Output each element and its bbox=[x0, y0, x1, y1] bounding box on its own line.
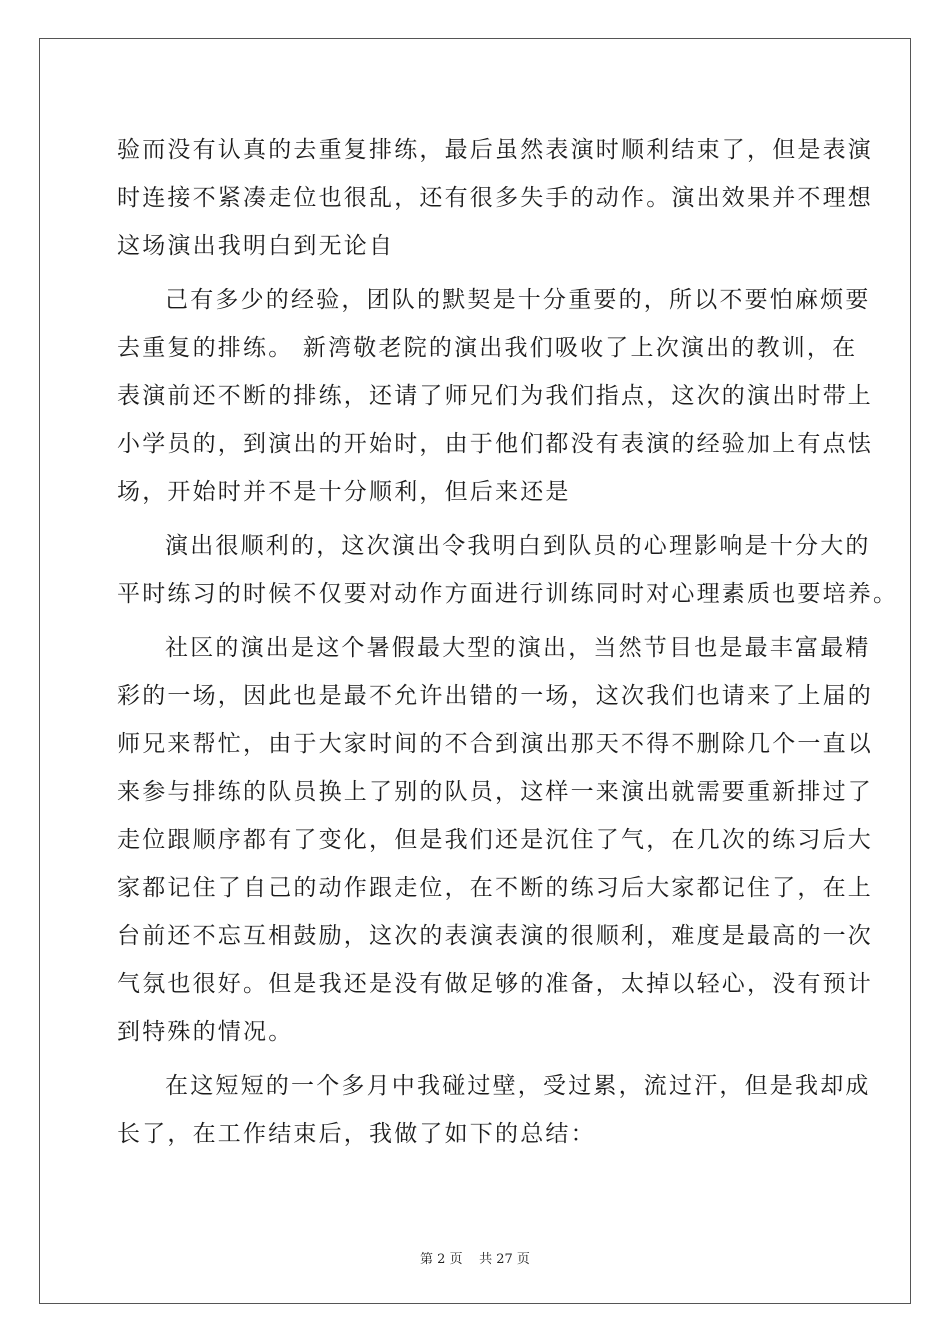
paragraph bbox=[117, 624, 873, 1056]
text-line: 家都记住了自己的动作跟走位，在不断的练习后大家都记住了，在上 bbox=[117, 875, 873, 901]
text-line: 到特殊的情况。 bbox=[117, 1019, 294, 1045]
text-line: 彩的一场，因此也是最不允许出错的一场，这次我们也请来了上届的 bbox=[117, 683, 873, 709]
text-line: 演出很顺利的，这次演出令我明白到队员的心理影响是十分大的 bbox=[165, 533, 871, 559]
text-line: 师兄来帮忙，由于大家时间的不合到演出那天不得不删除几个一直以 bbox=[117, 731, 873, 757]
text-line: 走位跟顺序都有了变化，但是我们还是沉住了气，在几次的练习后大 bbox=[117, 827, 873, 853]
paragraph bbox=[117, 1062, 871, 1158]
text-line: 在这短短的一个多月中我碰过壁，受过累，流过汗，但是我却成 bbox=[165, 1073, 871, 1099]
text-line: 社区的演出是这个暑假最大型的演出，当然节目也是最丰富最精 bbox=[165, 635, 871, 661]
text-line: 表演前还不断的排练，还请了师兄们为我们指点，这次的演出时带上 bbox=[117, 383, 873, 409]
text-line: 小学员的，到演出的开始时，由于他们都没有表演的经验加上有点怯 bbox=[117, 431, 873, 457]
document-body bbox=[117, 126, 899, 1158]
paragraph bbox=[117, 522, 899, 618]
paragraph bbox=[117, 276, 873, 516]
text-line: 时连接不紧凑走位也很乱，还有很多失手的动作。演出效果并不理想 bbox=[117, 185, 873, 211]
text-line: 去重复的排练。 新湾敬老院的演出我们吸收了上次演出的教训，在 bbox=[117, 335, 858, 361]
text-line: 台前还不忘互相鼓励，这次的表演表演的很顺利，难度是最高的一次 bbox=[117, 923, 873, 949]
text-line: 平时练习的时候不仅要对动作方面进行训练同时对心理素质也要培养。 bbox=[117, 581, 899, 607]
page-number: 第 2 页 bbox=[420, 1252, 463, 1267]
text-line: 己有多少的经验，团队的默契是十分重要的，所以不要怕麻烦要 bbox=[165, 287, 871, 313]
text-line: 验而没有认真的去重复排练，最后虽然表演时顺利结束了，但是表演 bbox=[117, 137, 873, 163]
text-line: 长了，在工作结束后，我做了如下的总结： bbox=[117, 1121, 596, 1147]
paragraph bbox=[117, 126, 873, 270]
page-total: 共 27 页 bbox=[479, 1252, 530, 1267]
text-line: 气氛也很好。但是我还是没有做足够的准备，太掉以轻心，没有预计 bbox=[117, 971, 873, 997]
page-footer bbox=[0, 1248, 950, 1267]
text-line: 这场演出我明白到无论自 bbox=[117, 233, 395, 259]
text-line: 场，开始时并不是十分顺利，但后来还是 bbox=[117, 479, 571, 505]
text-line: 来参与排练的队员换上了别的队员，这样一来演出就需要重新排过了 bbox=[117, 779, 873, 805]
